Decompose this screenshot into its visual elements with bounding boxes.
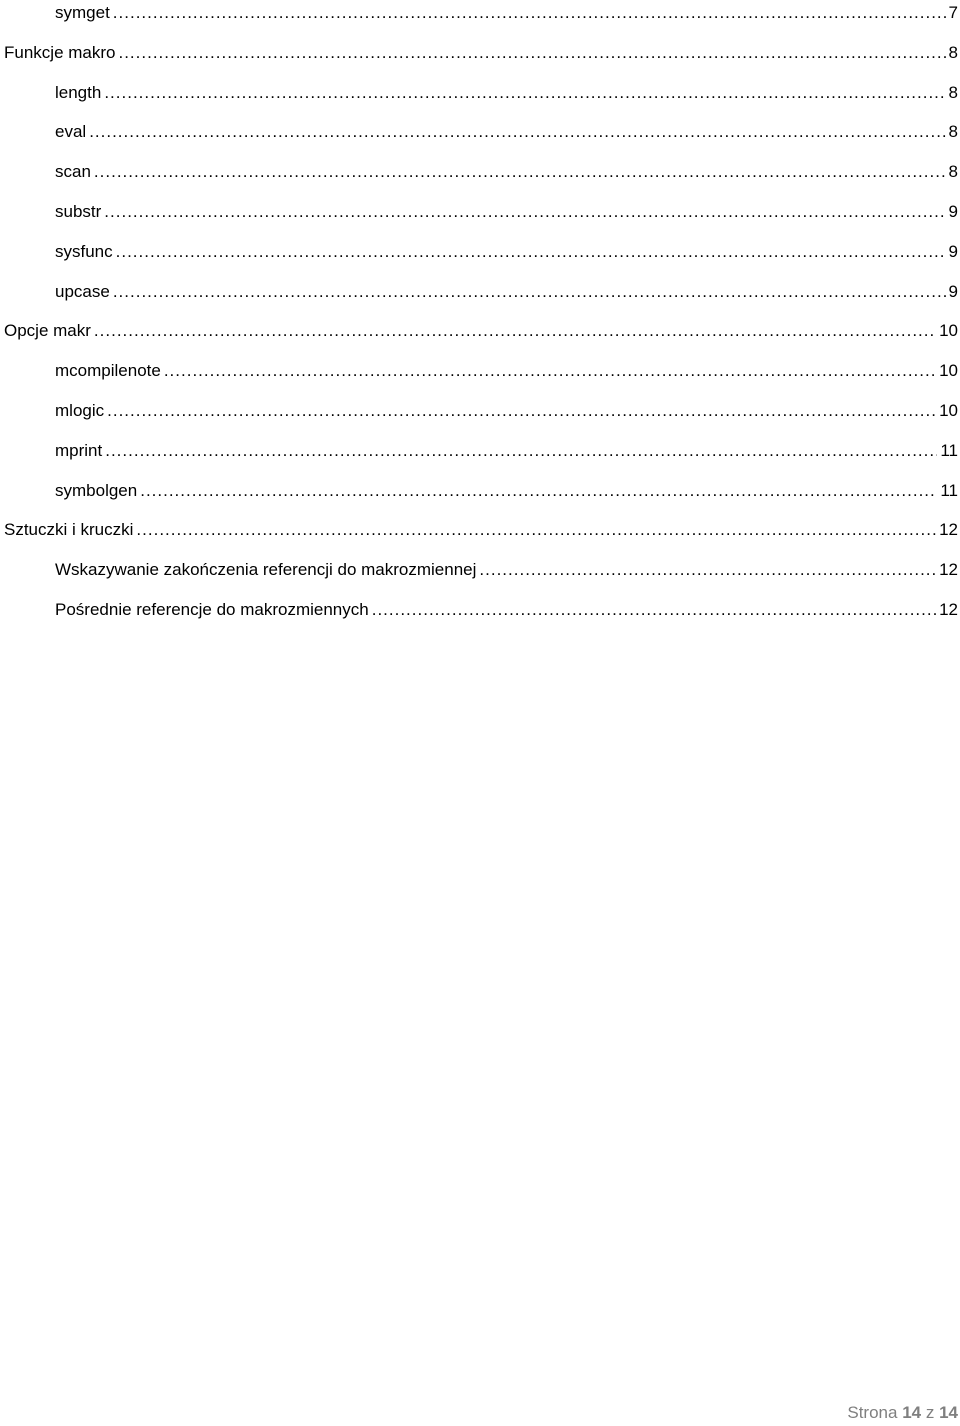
toc-leader-dots: [116, 239, 946, 265]
toc-entry-page-number: 9: [948, 281, 958, 301]
toc-entry[interactable]: [55, 80, 958, 106]
toc-entry-page-number: 11: [940, 480, 958, 500]
toc-entry[interactable]: [55, 159, 958, 185]
toc-entry[interactable]: [55, 478, 958, 504]
toc-leader-dots: [136, 517, 936, 543]
toc-entry-label: Opcje makr: [4, 321, 91, 341]
toc-entry[interactable]: [4, 318, 958, 344]
toc-leader-dots: [113, 0, 946, 26]
toc-entry-label: eval: [55, 122, 87, 142]
toc-entry-page-number: 10: [939, 321, 958, 341]
toc-entry-label: sysfunc: [55, 241, 113, 261]
toc-entry[interactable]: [4, 517, 958, 543]
footer-page-prefix: Strona: [847, 1403, 898, 1422]
toc-leader-dots: [372, 597, 936, 623]
toc-entry[interactable]: [55, 119, 958, 145]
footer-current-page: 14: [902, 1403, 922, 1422]
toc-entry-page-number: 9: [948, 241, 958, 261]
toc-leader-dots: [104, 80, 945, 106]
toc-entry-page-number: 10: [939, 361, 958, 381]
toc-entry[interactable]: [55, 239, 958, 265]
toc-entry-label: Sztuczki i kruczki: [4, 520, 134, 540]
toc-leader-dots: [113, 279, 946, 305]
toc-entry-label: mlogic: [55, 401, 105, 420]
toc-leader-dots: [107, 398, 936, 424]
toc-entry-label: symget: [55, 3, 110, 22]
toc-leader-dots: [104, 199, 945, 225]
toc-leader-dots: [140, 478, 937, 504]
toc-leader-dots: [89, 119, 945, 145]
footer-page-separator: z: [925, 1403, 935, 1422]
toc-entry-label: mprint: [55, 440, 103, 460]
toc-entry-page-number: 10: [939, 401, 958, 420]
toc-entry-page-number: 8: [948, 122, 958, 142]
page-footer: [847, 1400, 958, 1426]
toc-entry-label: Funkcje makro: [4, 42, 116, 62]
toc-entry-page-number: 12: [939, 600, 958, 619]
toc-entry[interactable]: [55, 557, 958, 583]
toc-leader-dots: [164, 358, 936, 384]
toc-entry-label: Wskazywanie zakończenia referencji do makrozmiennej: [55, 560, 477, 580]
toc-entry[interactable]: [4, 40, 958, 66]
toc-leader-dots: [105, 438, 937, 464]
toc-leader-dots: [479, 557, 936, 583]
toc-entry-page-number: 7: [948, 3, 958, 22]
toc-entry-label: Pośrednie referencje do makrozmiennych: [55, 600, 369, 619]
toc-entry-label: substr: [55, 202, 102, 221]
toc-entry-label: symbolgen: [55, 480, 138, 500]
toc-entry-page-number: 11: [940, 440, 958, 460]
toc-entry[interactable]: [55, 438, 958, 464]
toc-entry-label: scan: [55, 162, 91, 182]
toc-entry-page-number: 8: [948, 42, 958, 62]
toc-entry-page-number: 8: [948, 82, 958, 102]
toc-entry-page-number: 12: [939, 560, 958, 580]
footer-total-pages: 14: [939, 1403, 958, 1422]
toc-entry-label: upcase: [55, 281, 110, 301]
toc-leader-dots: [118, 40, 945, 66]
toc-entry-label: mcompilenote: [55, 361, 161, 381]
toc-entry-label: length: [55, 82, 102, 102]
toc-leader-dots: [94, 159, 946, 185]
toc-entry[interactable]: [55, 597, 958, 623]
toc-entry[interactable]: [55, 398, 958, 424]
toc-entry[interactable]: [55, 199, 958, 225]
toc-entry[interactable]: [55, 0, 958, 26]
toc-leader-dots: [94, 318, 936, 344]
toc-entry-page-number: 9: [948, 202, 958, 221]
toc-entry[interactable]: [55, 358, 958, 384]
toc-entry-page-number: 12: [939, 520, 958, 540]
toc-entry-page-number: 8: [948, 162, 958, 182]
toc-entry[interactable]: [55, 279, 958, 305]
